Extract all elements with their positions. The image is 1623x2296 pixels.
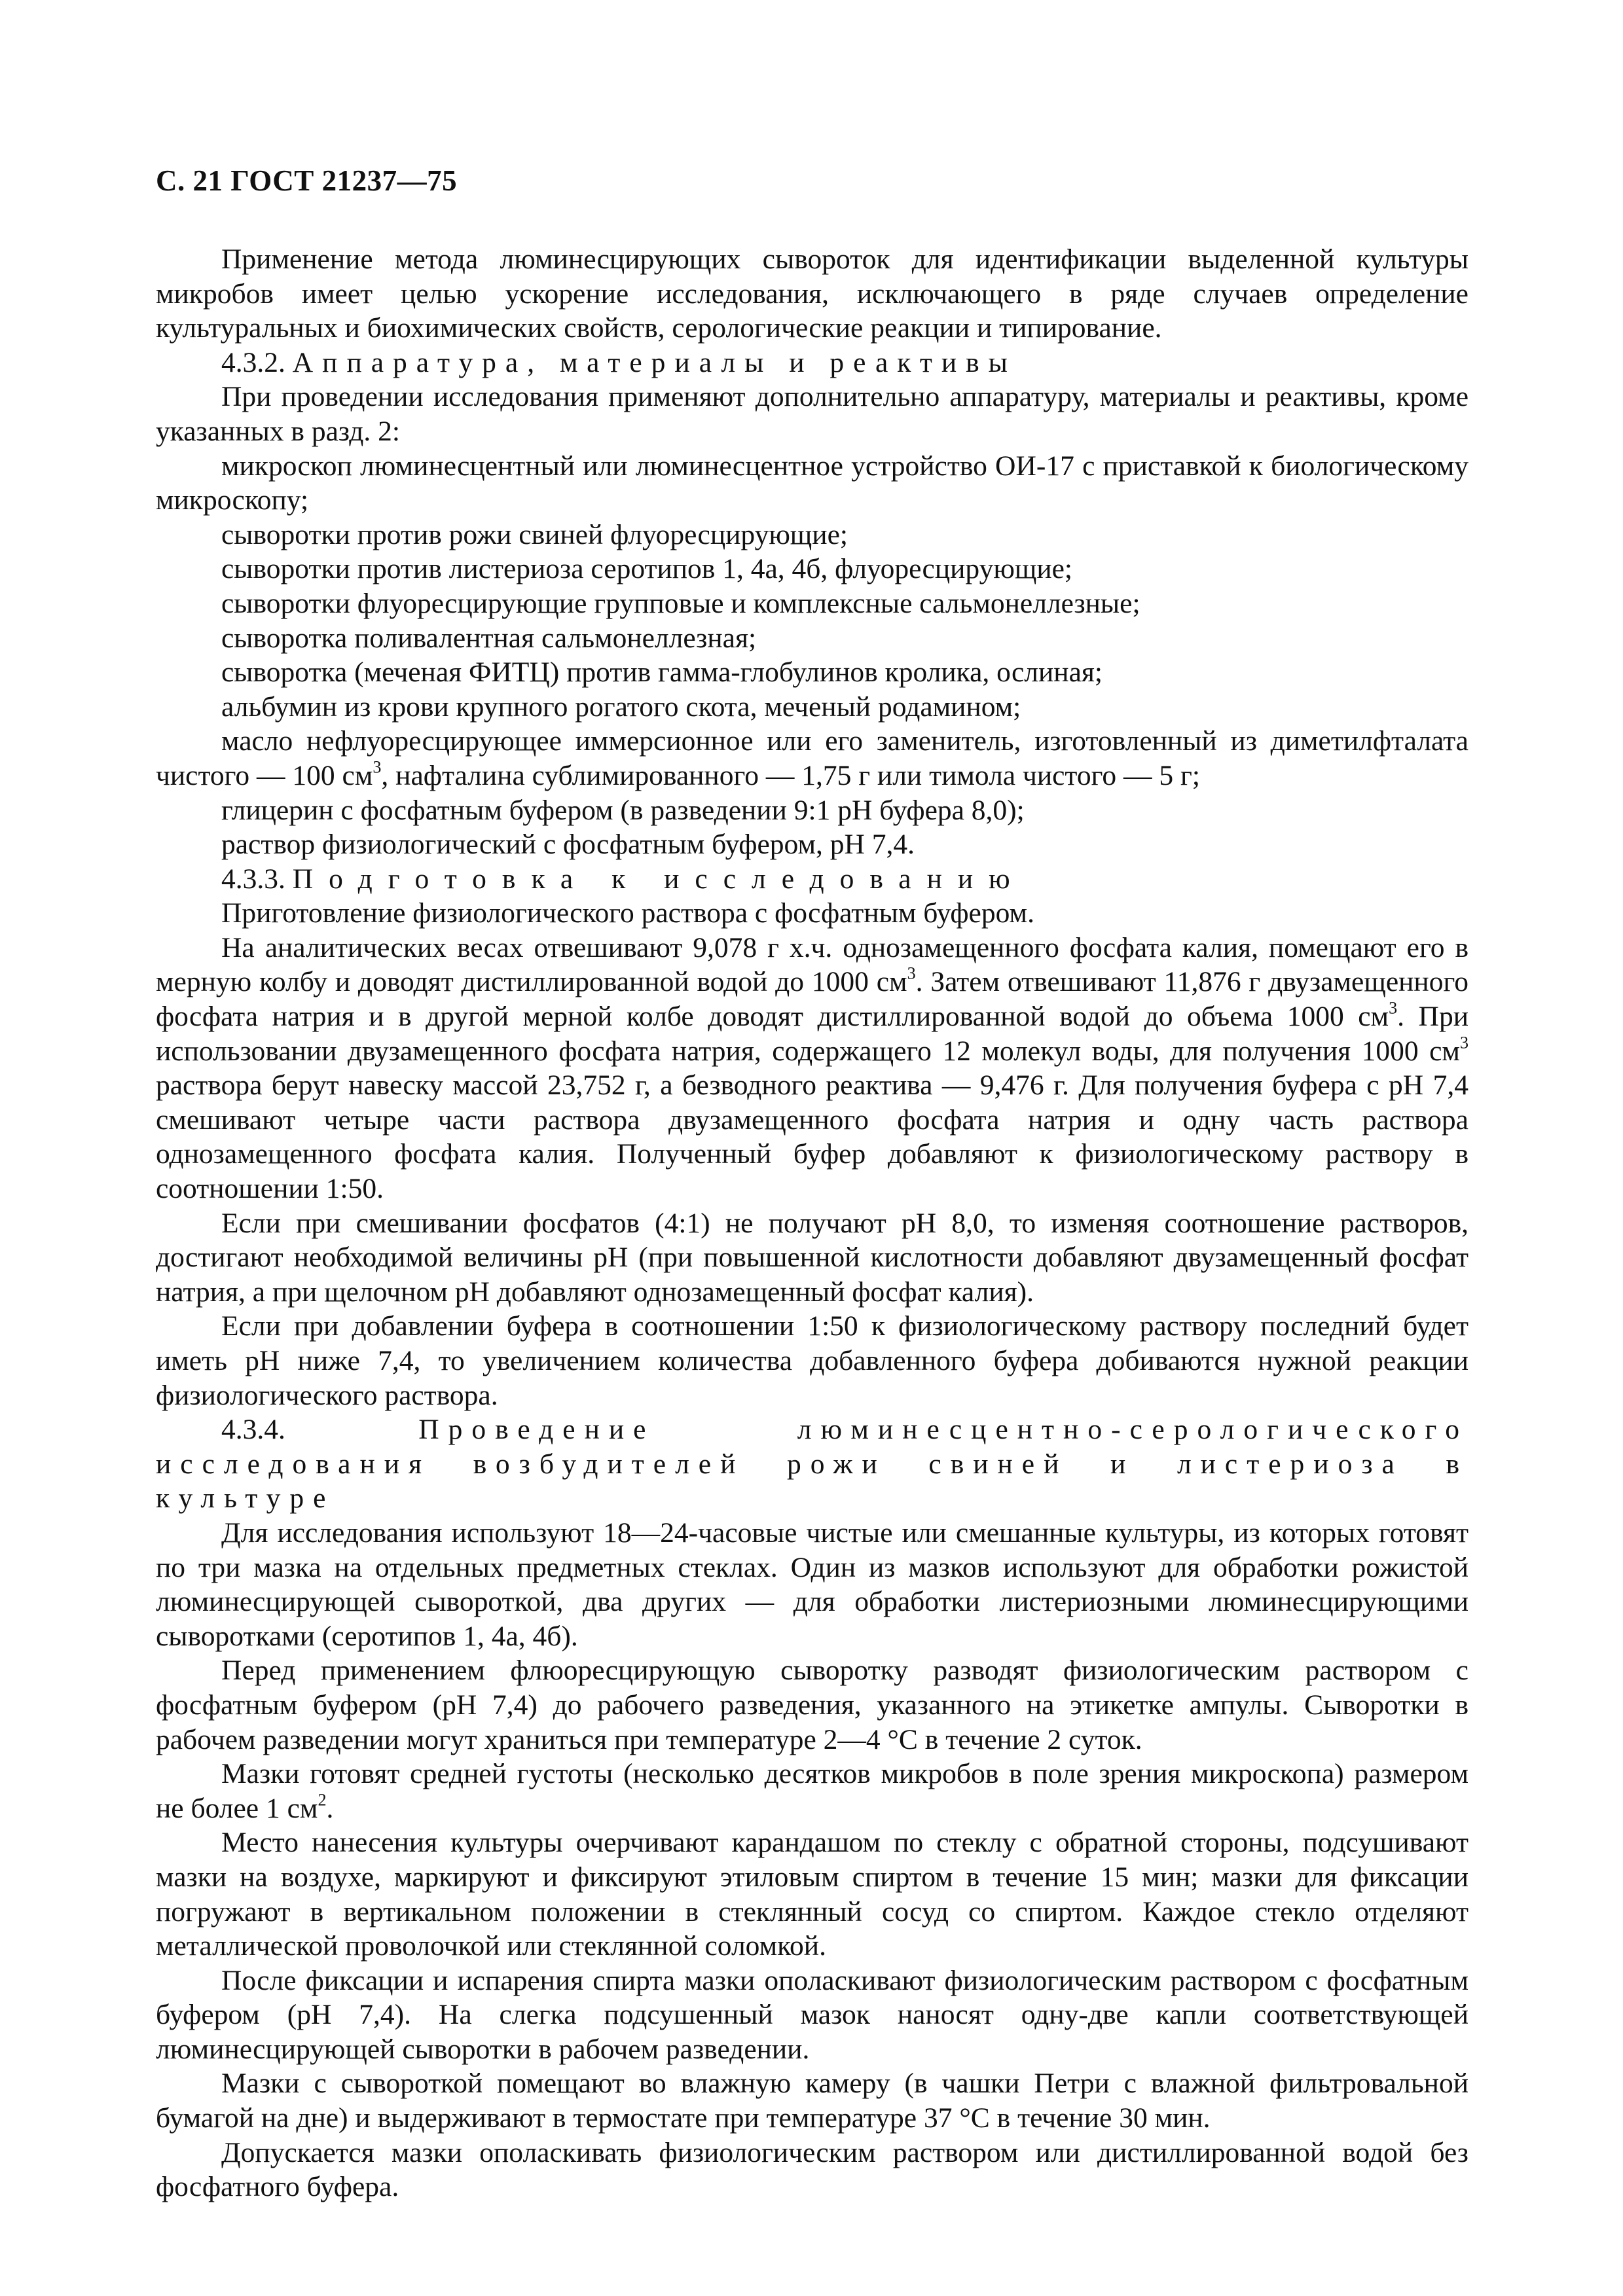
section-title: Аппаратура, материалы и реактивы xyxy=(292,346,1017,378)
list-item: сыворотка (меченая ФИТЦ) против гамма-глобулинов кролика, ослиная; xyxy=(221,656,1103,689)
paragraph: Если при добавлении буфера в соотношении 1:50 к физиологическому раствору последний будет иметь рН ниже 7,4, то увеличением количества добавленного буфера добиваются нужной реакции физиологического раствора. xyxy=(156,1310,1468,1411)
list-item-text: масло нефлуоресцирующее иммерсионное или его заменитель, изготовленный из диметилфталата чистого — 100 см xyxy=(156,725,1468,791)
paragraph: Приготовление физиологического раствора с фосфатным буфером. xyxy=(221,897,1034,929)
list-item: раствор физиологический с фосфатным буфером, рН 7,4. xyxy=(221,829,915,861)
superscript: 2 xyxy=(318,1790,327,1810)
paragraph: Допускается мазки ополаскивать физиологическим раствором или дистиллированной водой без фосфатного буфера. xyxy=(156,2136,1468,2203)
paragraph: Мазки с сывороткой помещают во влажную камеру (в чашки Петри с влажной фильтровальной бумагой на дне) и выдерживают в термостате при температуре 37 °С в течение 30 мин. xyxy=(156,2068,1468,2134)
superscript: 3 xyxy=(373,757,382,777)
paragraph: Применение метода люминесцирующих сывороток для идентификации выделенной культуры микробов имеет целью ускорение исследования, исключающего в ряде случаев определение культуральных и биохимических свойств, серологические реакции и типирование. xyxy=(156,243,1468,344)
section-number: 4.3.4. xyxy=(221,1414,285,1446)
list-item: микроскоп люминесцентный или люминесцентное устройство ОИ-17 с приставкой к биологическому микроскопу; xyxy=(156,450,1468,516)
section-heading-4-3-2 xyxy=(156,346,1468,380)
paragraph: Для исследования используют 18—24-часовые чистые или смешанные культуры, из которых готовят по три мазка на отдельных предметных стеклах. Один из мазков используют для обработки рожистой люминесцирующей сывороткой, два других — для обработки листериозными люминесцирующими сыворотками (серотипов 1, 4а, 4б). xyxy=(156,1516,1468,1652)
paragraph-text: раствора берут навеску массой 23,752 г, а безводного реактива — 9,476 г. Для получения буфера с рН 7,4 смешивают четыре части раствора двузамещенного фосфата натрия и одну часть раствора однозамещенного фосфата калия. Полученный буфер добавляют к физиологическому раствору в соотношении 1:50. xyxy=(156,1069,1468,1205)
section-title: Подготовка к исследованию xyxy=(292,863,1026,895)
list-item xyxy=(156,724,1468,793)
page-header: С. 21 ГОСТ 21237—75 xyxy=(156,164,458,197)
section-heading-4-3-3 xyxy=(156,862,1468,897)
paragraph: После фиксации и испарения спирта мазки ополаскивают физиологическим раствором с фосфатным буфером (рН 7,4). На слегка подсушенный мазок наносят одну-две капли соответствующей люминесцирующей сыворотки в рабочем разведении. xyxy=(156,1964,1468,2065)
paragraph xyxy=(156,1757,1468,1825)
list-item: альбумин из крови крупного рогатого скота, меченый родамином; xyxy=(221,691,1021,723)
paragraph-text: Мазки готовят средней густоты (несколько десятков микробов в поле зрения микроскопа) размером не более 1 см xyxy=(156,1758,1468,1824)
list-item: сыворотки против листериоза серотипов 1, 4а, 4б, флуоресцирующие; xyxy=(221,553,1072,585)
list-item: сыворотки флуоресцирующие групповые и комплексные сальмонеллезные; xyxy=(221,587,1140,619)
list-item: сыворотки против рожи свиней флуоресцирующие; xyxy=(221,518,848,550)
section-number: 4.3.3. xyxy=(221,863,285,895)
paragraph-text: . При использовании двузамещенного фосфата натрия, содержащего 12 молекул воды, для получения 1000 см xyxy=(156,1001,1468,1067)
list-item-text: , нафталина сублимированного — 1,75 г или тимола чистого — 5 г; xyxy=(381,759,1200,791)
superscript: 3 xyxy=(1459,1033,1468,1052)
list-item: глицерин с фосфатным буфером (в разведении 9:1 рН буфера 8,0); xyxy=(221,794,1025,826)
section-number: 4.3.2. xyxy=(221,346,285,378)
list-item: сыворотка поливалентная сальмонеллезная; xyxy=(221,622,757,654)
paragraph-text: На аналитических весах отвешивают 9,078 г х.ч. однозамещенного фосфата калия, помещают его в мерную колбу и доводят дистиллированной водой до 1000 см xyxy=(156,931,1468,998)
section-title: Проведение люминесцентно-серологического исследования возбудителей рожи свиней и листериоза в культуре xyxy=(156,1414,1468,1515)
superscript: 3 xyxy=(1389,998,1398,1018)
paragraph-text: . xyxy=(326,1792,334,1824)
section-heading-4-3-4 xyxy=(156,1412,1468,1516)
paragraph: Перед применением флюоресцирующую сыворотку разводят физиологическим раствором с фосфатным буфером (рН 7,4) до рабочего разведения, указанного на этикетке ампулы. Сыворотки в рабочем разведении могут храниться при температуре 2—4 °С в течение 2 суток. xyxy=(156,1655,1468,1755)
superscript: 3 xyxy=(907,964,916,984)
paragraph: Если при смешивании фосфатов (4:1) не получают рН 8,0, то изменяя соотношение растворов, достигают необходимой величины рН (при повышенной кислотности добавляют двузамещенный фосфат натрия, а при щелочном рН добавляют однозамещенный фосфат калия). xyxy=(156,1207,1468,1308)
paragraph: При проведении исследования применяют дополнительно аппаратуру, материалы и реактивы, кроме указанных в разд. 2: xyxy=(156,381,1468,447)
paragraph: Место нанесения культуры очерчивают карандашом по стеклу с обратной стороны, подсушивают мазки на воздухе, маркируют и фиксируют этиловым спиртом в течение 15 мин; мазки для фиксации погружают в вертикальном положении в стеклянный сосуд со спиртом. Каждое стекло отделяют металлической проволочкой или стеклянной соломкой. xyxy=(156,1827,1468,1962)
paragraph-text: . Затем отвешивают 11,876 г двузамещенного фосфата натрия и в другой мерной колбе доводят дистиллированной водой до объема 1000 см xyxy=(156,966,1468,1033)
paragraph xyxy=(156,931,1468,1206)
document-body xyxy=(156,242,1468,2204)
